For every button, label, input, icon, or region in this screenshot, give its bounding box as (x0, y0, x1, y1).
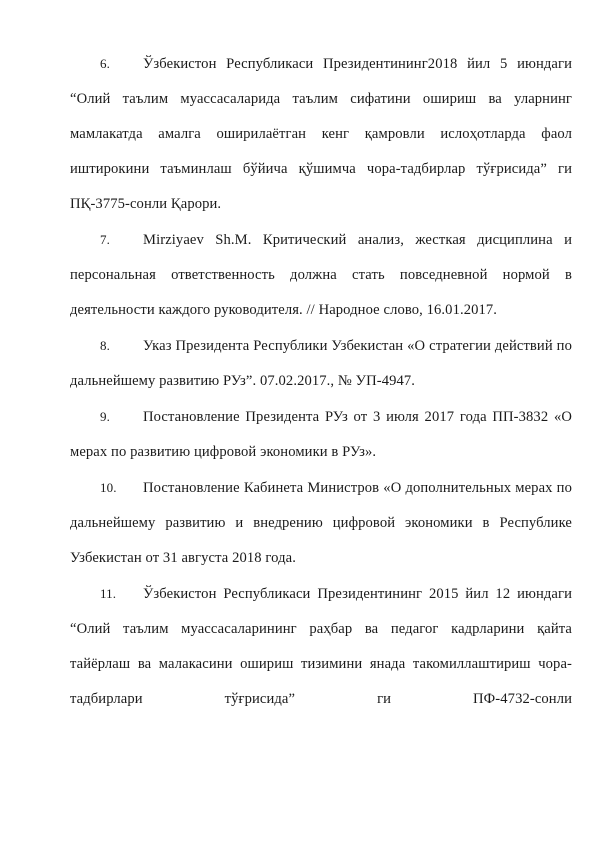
reference-number: 10. (100, 480, 117, 495)
reference-number: 6. (100, 56, 110, 71)
reference-item-11 (70, 576, 572, 717)
reference-item-8 (70, 328, 572, 399)
reference-item-7 (70, 222, 572, 328)
reference-item-10 (70, 470, 572, 576)
reference-text: Постановление Кабинета Министров «О дополнительных мерах по дальнейшему развитию и внедрению цифровой экономики в Республике Узбекистан от 31 августа 2018 года. (70, 480, 572, 566)
reference-number: 11. (100, 586, 117, 601)
reference-text: Постановление Президента РУз от 3 июля 2017 года ПП-3832 «О мерах по развитию цифровой экономики в РУз». (70, 409, 572, 460)
reference-text: Указ Президента Республики Узбекистан «О стратегии действий по дальнейшему развитию РУз”. 07.02.2017., № УП-4947. (70, 338, 572, 389)
reference-text: Ўзбекистон Республикаси Президентининг2018 йил 5 июндаги “Олий таълим муассасаларида таълим сифатини ошириш ва уларнинг мамлакатда амалга оширилаётган кенг қамровли ислоҳотларда фаол иштирокини таъминлаш бўйича қўшимча чора-тадбирлар тўғрисида” ги ПҚ-3775-сонли Қарори. (70, 56, 572, 212)
reference-item-9 (70, 399, 572, 470)
reference-item-6 (70, 46, 572, 222)
reference-text: Mirziyaev Sh.M. Критический анализ, жесткая дисциплина и персональная ответственность должна стать повседневной нормой в деятельности каждого руководителя. // Народное слово, 16.01.2017. (70, 232, 572, 318)
reference-text: Ўзбекистон Республикаси Президентининг 2015 йил 12 июндаги “Олий таълим муассасаларининг раҳбар ва педагог кадрларини қайта тайёрлаш ва малакасини ошириш тизимини янада такомиллаштириш чора-тадбирлари тўғрисида” ги ПФ-4732-сонли (70, 586, 572, 707)
reference-number: 9. (100, 409, 110, 424)
reference-number: 8. (100, 338, 110, 353)
reference-number: 7. (100, 232, 110, 247)
reference-list (70, 46, 572, 717)
